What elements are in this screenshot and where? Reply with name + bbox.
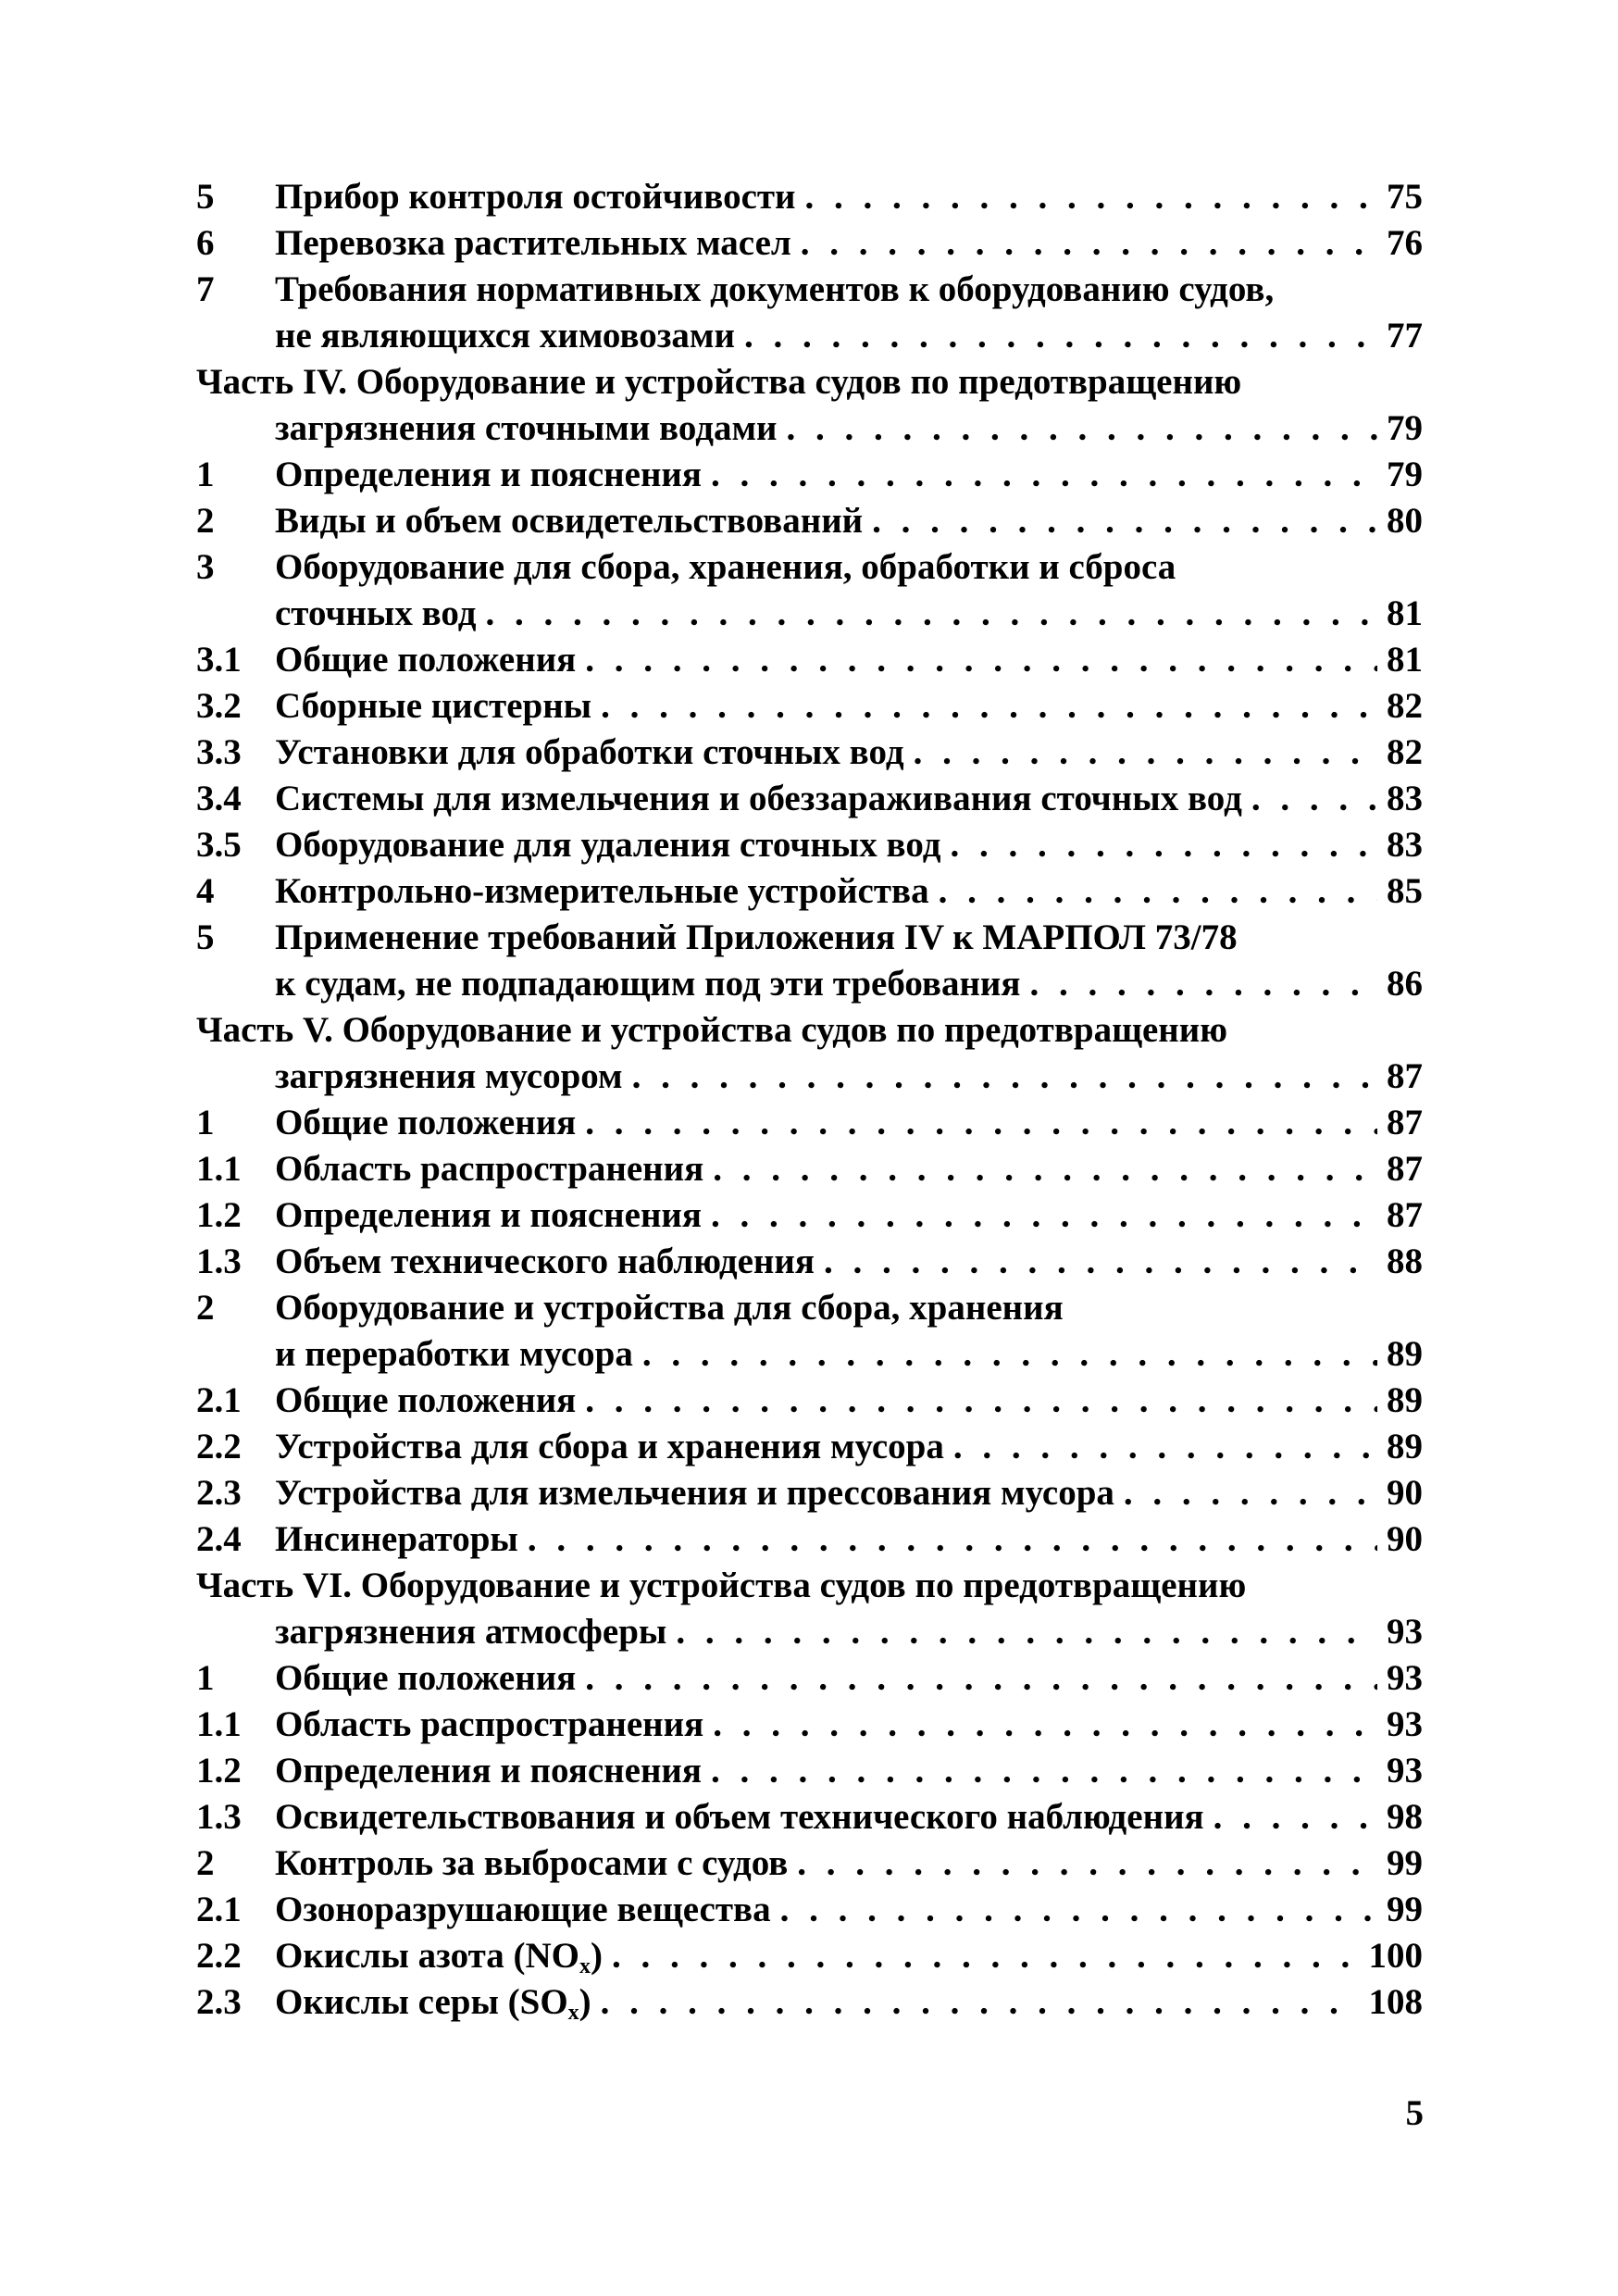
table-of-contents xyxy=(196,174,1423,2026)
entry-page: 93 xyxy=(1387,1658,1423,1698)
entry-page: 93 xyxy=(1387,1704,1423,1744)
dot-leader xyxy=(950,822,1377,868)
toc-entry xyxy=(196,1470,1423,1516)
entry-title xyxy=(275,452,702,498)
toc-entry xyxy=(196,1702,1423,1748)
entry-number: 3.3 xyxy=(196,732,242,772)
entry-number: 6 xyxy=(196,223,215,263)
entry-title-text: Определения и пояснения xyxy=(275,1751,702,1791)
entry-page: 81 xyxy=(1387,593,1423,633)
entry-title xyxy=(275,1239,815,1285)
part-heading-continuation-row xyxy=(196,406,1423,452)
entry-page: 79 xyxy=(1387,408,1423,448)
toc-entry xyxy=(196,174,1423,220)
entry-page: 108 xyxy=(1368,1982,1423,2022)
dot-leader xyxy=(642,1331,1377,1378)
entry-title-text: Окислы серы (SO xyxy=(275,1982,568,2022)
toc-entry xyxy=(196,776,1423,822)
toc-entry xyxy=(196,1100,1423,1146)
entry-page: 86 xyxy=(1387,964,1423,1004)
entry-title-text: Сборные цистерны xyxy=(275,686,592,726)
entry-title-text: Установки для обработки сточных вод xyxy=(275,732,904,772)
subscript: x xyxy=(579,1954,591,1978)
entry-number: 5 xyxy=(196,917,215,957)
entry-number: 4 xyxy=(196,871,215,911)
entry-title-text: Определения и пояснения xyxy=(275,1195,702,1235)
part-heading: Часть VI. Оборудование и устройства судов по предотвращению xyxy=(196,1566,1247,1605)
entry-title-continuation: не являющихся химовозами xyxy=(275,316,735,356)
toc-entry xyxy=(196,1146,1423,1192)
entry-title-text: Общие положения xyxy=(275,1380,577,1420)
page-number: 5 xyxy=(1405,2093,1424,2133)
entry-number: 5 xyxy=(196,177,215,217)
entry-title xyxy=(275,1378,576,1424)
entry-page: 82 xyxy=(1387,686,1423,726)
dot-leader xyxy=(801,220,1377,267)
toc-entry-continuation xyxy=(196,961,1423,1007)
entry-page: 85 xyxy=(1387,871,1423,911)
toc-entry xyxy=(196,1748,1423,1794)
entry-title-text: Системы для измельчения и обеззараживания сточных вод xyxy=(275,779,1242,818)
entry-title xyxy=(275,1841,788,1887)
entry-page: 82 xyxy=(1387,732,1423,772)
dot-leader xyxy=(805,174,1377,220)
dot-leader xyxy=(797,1841,1377,1887)
entry-page: 77 xyxy=(1387,316,1423,356)
toc-entry xyxy=(196,683,1423,730)
entry-title-text: Прибор контроля остойчивости xyxy=(275,177,796,217)
entry-title xyxy=(275,1192,702,1239)
entry-title-text: Объем технического наблюдения xyxy=(275,1242,815,1281)
entry-number: 1.1 xyxy=(196,1704,242,1744)
entry-title xyxy=(275,1470,1114,1516)
toc-entry-continuation xyxy=(196,1331,1423,1378)
dot-leader xyxy=(1214,1794,1377,1841)
dot-leader xyxy=(711,1192,1377,1239)
entry-page: 100 xyxy=(1368,1936,1423,1976)
entry-title xyxy=(275,1748,702,1794)
toc-entry xyxy=(196,730,1423,776)
entry-title xyxy=(275,1424,944,1470)
entry-title xyxy=(275,822,940,868)
entry-page: 90 xyxy=(1387,1473,1423,1513)
part-heading-continuation-row xyxy=(196,1609,1423,1655)
entry-page: 80 xyxy=(1387,501,1423,541)
dot-leader xyxy=(1251,776,1377,822)
entry-title xyxy=(275,1655,576,1702)
entry-number: 3.5 xyxy=(196,825,242,865)
toc-entry xyxy=(196,1285,1423,1331)
entry-page: 88 xyxy=(1387,1242,1423,1281)
entry-page: 99 xyxy=(1387,1843,1423,1883)
dot-leader xyxy=(676,1609,1377,1655)
entry-number: 1 xyxy=(196,455,215,494)
entry-title-continuation: загрязнения сточными водами xyxy=(275,408,778,448)
entry-title-text: Общие положения xyxy=(275,1658,577,1698)
entry-number: 1.2 xyxy=(196,1751,242,1791)
entry-title xyxy=(275,637,576,683)
entry-title xyxy=(275,1794,1204,1841)
dot-leader xyxy=(713,1146,1377,1192)
entry-title-continuation: загрязнения атмосферы xyxy=(275,1612,667,1652)
entry-title xyxy=(275,683,591,730)
toc-entry xyxy=(196,1239,1423,1285)
dot-leader xyxy=(1124,1470,1377,1516)
dot-leader xyxy=(711,1748,1377,1794)
entry-number: 1 xyxy=(196,1103,215,1142)
entry-title-continuation: сточных вод xyxy=(275,593,477,633)
entry-title-end: ) xyxy=(579,1982,591,2022)
dot-leader xyxy=(486,591,1377,637)
entry-title xyxy=(275,544,1176,591)
entry-title xyxy=(275,1933,603,1979)
part-heading: Часть IV. Оборудование и устройства судов по предотвращению xyxy=(196,362,1242,402)
dot-leader xyxy=(601,683,1377,730)
toc-entry xyxy=(196,1933,1423,1979)
entry-title xyxy=(275,1100,576,1146)
entry-title-text: Оборудование для сбора, хранения, обработки и сброса xyxy=(275,547,1176,587)
dot-leader xyxy=(872,498,1377,544)
entry-page: 89 xyxy=(1387,1427,1423,1466)
entry-number: 1.3 xyxy=(196,1797,242,1837)
entry-title xyxy=(275,730,904,776)
dot-leader xyxy=(601,1979,1360,2026)
entry-title xyxy=(275,868,929,915)
entry-title-continuation: и переработки мусора xyxy=(275,1334,633,1374)
dot-leader xyxy=(713,1702,1377,1748)
entry-title xyxy=(275,1516,518,1563)
toc-entry xyxy=(196,1655,1423,1702)
entry-number: 1.3 xyxy=(196,1242,242,1281)
toc-entry xyxy=(196,1378,1423,1424)
entry-number: 2 xyxy=(196,1843,215,1883)
dot-leader xyxy=(585,1100,1377,1146)
part-heading-continuation-row xyxy=(196,1054,1423,1100)
entry-title-text: Определения и пояснения xyxy=(275,455,702,494)
entry-title-text: Область распространения xyxy=(275,1704,704,1744)
entry-page: 89 xyxy=(1387,1334,1423,1374)
toc-entry xyxy=(196,1516,1423,1563)
entry-page: 98 xyxy=(1387,1797,1423,1837)
entry-title-text: Контроль за выбросами с судов xyxy=(275,1843,789,1883)
entry-title-text: Инсинераторы xyxy=(275,1519,518,1559)
entry-page: 90 xyxy=(1387,1519,1423,1559)
entry-page: 93 xyxy=(1387,1751,1423,1791)
dot-leader xyxy=(939,868,1377,915)
toc-entry xyxy=(196,498,1423,544)
entry-title-text: Применение требований Приложения IV к МАРПОЛ 73/78 xyxy=(275,917,1238,957)
toc-entry-continuation xyxy=(196,313,1423,359)
entry-title-text: Устройства для измельчения и прессования мусора xyxy=(275,1473,1114,1513)
toc-entry xyxy=(196,1424,1423,1470)
entry-title-text: Освидетельствования и объем технического наблюдения xyxy=(275,1797,1204,1837)
entry-title-text: Требования нормативных документов к оборудованию судов, xyxy=(275,269,1275,309)
toc-entry xyxy=(196,1192,1423,1239)
part-heading: Часть V. Оборудование и устройства судов по предотвращению xyxy=(196,1010,1228,1050)
part-heading-row xyxy=(196,1563,1423,1609)
entry-page: 81 xyxy=(1387,640,1423,680)
dot-leader xyxy=(632,1054,1377,1100)
entry-title-end: ) xyxy=(590,1936,603,1976)
entry-number: 2.3 xyxy=(196,1982,242,2022)
dot-leader xyxy=(585,637,1377,683)
toc-entry xyxy=(196,1979,1423,2026)
entry-title-continuation: загрязнения мусором xyxy=(275,1056,623,1096)
dot-leader xyxy=(953,1424,1377,1470)
entry-number: 1.1 xyxy=(196,1149,242,1189)
entry-page: 79 xyxy=(1387,455,1423,494)
toc-entry xyxy=(196,267,1423,313)
entry-page: 83 xyxy=(1387,779,1423,818)
entry-title xyxy=(275,220,791,267)
entry-page: 99 xyxy=(1387,1890,1423,1929)
toc-entry xyxy=(196,452,1423,498)
entry-number: 2 xyxy=(196,501,215,541)
entry-title-text: Устройства для сбора и хранения мусора xyxy=(275,1427,944,1466)
entry-title-text: Перевозка растительных масел xyxy=(275,223,791,263)
toc-entry xyxy=(196,868,1423,915)
entry-title-text: Общие положения xyxy=(275,1103,577,1142)
entry-title-text: Область распространения xyxy=(275,1149,704,1189)
entry-number: 3 xyxy=(196,547,215,587)
entry-title xyxy=(275,498,863,544)
entry-title xyxy=(275,1146,703,1192)
dot-leader xyxy=(914,730,1377,776)
dot-leader xyxy=(585,1378,1377,1424)
entry-title xyxy=(275,1285,1064,1331)
entry-number: 2.2 xyxy=(196,1936,242,1976)
dot-leader xyxy=(1029,961,1377,1007)
entry-title-text: Виды и объем освидетельствований xyxy=(275,501,864,541)
entry-title-text: Оборудование для удаления сточных вод xyxy=(275,825,941,865)
entry-title xyxy=(275,267,1274,313)
toc-entry-continuation xyxy=(196,591,1423,637)
entry-number: 7 xyxy=(196,269,215,309)
entry-number: 2.4 xyxy=(196,1519,242,1559)
entry-number: 3.1 xyxy=(196,640,242,680)
entry-page: 89 xyxy=(1387,1380,1423,1420)
entry-page: 93 xyxy=(1387,1612,1423,1652)
dot-leader xyxy=(711,452,1377,498)
entry-title-text: Оборудование и устройства для сбора, хранения xyxy=(275,1288,1064,1328)
entry-page: 87 xyxy=(1387,1195,1423,1235)
toc-entry xyxy=(196,915,1423,961)
toc-entry xyxy=(196,1887,1423,1933)
entry-title xyxy=(275,1702,703,1748)
dot-leader xyxy=(585,1655,1377,1702)
entry-number: 1 xyxy=(196,1658,215,1698)
entry-number: 2.2 xyxy=(196,1427,242,1466)
dot-leader xyxy=(780,1887,1377,1933)
entry-number: 3.4 xyxy=(196,779,242,818)
entry-page: 76 xyxy=(1387,223,1423,263)
part-heading-row xyxy=(196,359,1423,406)
entry-page: 75 xyxy=(1387,177,1423,217)
entry-page: 87 xyxy=(1387,1149,1423,1189)
entry-title-text: Озоноразрушающие вещества xyxy=(275,1890,771,1929)
toc-entry xyxy=(196,544,1423,591)
entry-number: 1.2 xyxy=(196,1195,242,1235)
toc-entry xyxy=(196,637,1423,683)
entry-title-text: Общие положения xyxy=(275,640,577,680)
entry-title xyxy=(275,776,1242,822)
toc-entry xyxy=(196,1841,1423,1887)
entry-number: 2.1 xyxy=(196,1890,242,1929)
entry-title-continuation: к судам, не подпадающим под эти требования xyxy=(275,964,1021,1004)
toc-entry xyxy=(196,822,1423,868)
entry-page: 83 xyxy=(1387,825,1423,865)
entry-number: 3.2 xyxy=(196,686,242,726)
dot-leader xyxy=(528,1516,1377,1563)
dot-leader xyxy=(824,1239,1377,1285)
entry-page: 87 xyxy=(1387,1103,1423,1142)
entry-title xyxy=(275,174,796,220)
toc-entry xyxy=(196,1794,1423,1841)
dot-leader xyxy=(744,313,1377,359)
subscript: x xyxy=(567,2001,579,2025)
entry-page: 87 xyxy=(1387,1056,1423,1096)
toc-entry xyxy=(196,220,1423,267)
part-heading-row xyxy=(196,1007,1423,1054)
entry-number: 2.1 xyxy=(196,1380,242,1420)
entry-title xyxy=(275,1887,771,1933)
entry-title-text: Окислы азота (NO xyxy=(275,1936,579,1976)
entry-number: 2.3 xyxy=(196,1473,242,1513)
entry-title xyxy=(275,1979,591,2026)
entry-title xyxy=(275,915,1238,961)
entry-number: 2 xyxy=(196,1288,215,1328)
dot-leader xyxy=(612,1933,1360,1979)
dot-leader xyxy=(787,406,1378,452)
entry-title-text: Контрольно-измерительные устройства xyxy=(275,871,929,911)
